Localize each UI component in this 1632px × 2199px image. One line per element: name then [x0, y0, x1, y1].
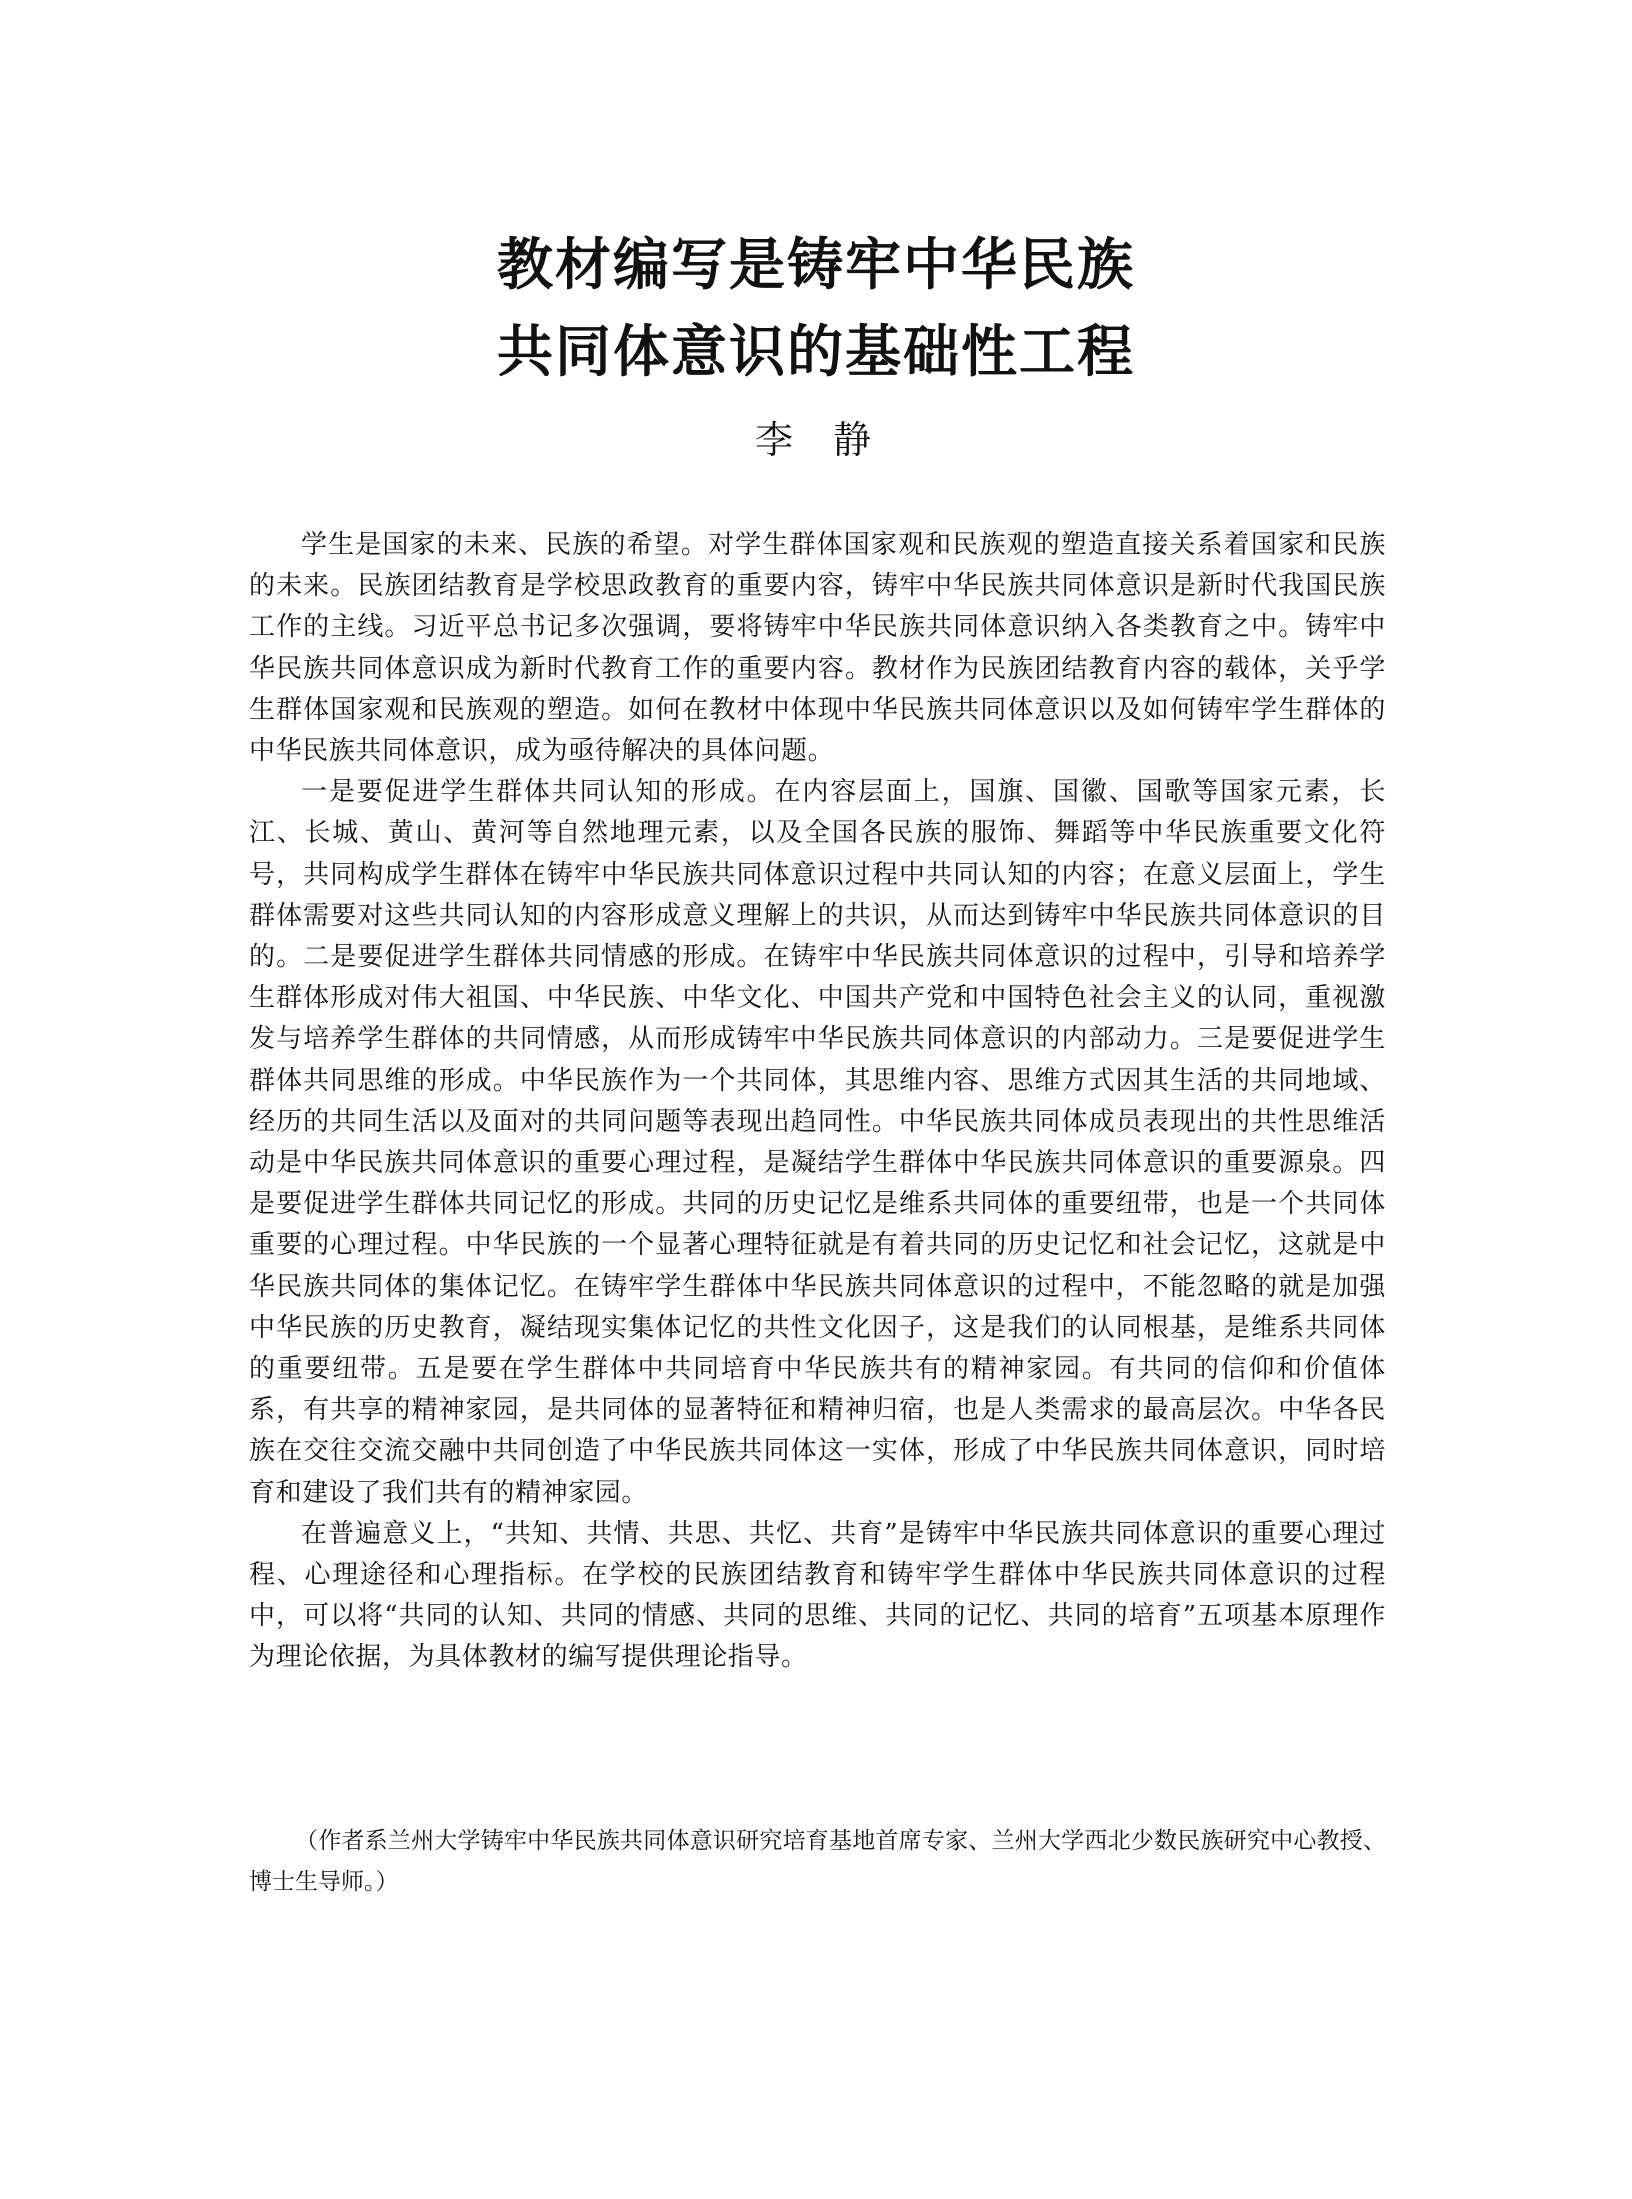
title-line-2: 共同体意识的基础性工程 — [497, 320, 1135, 385]
article-title — [0, 222, 1632, 396]
author-char-2: 静 — [833, 418, 878, 462]
author-char-1: 李 — [754, 418, 799, 462]
author-note: （作者系兰州大学铸牢中华民族共同体意识研究培育基地首席专家、兰州大学西北少数民族研究中心教授、博士生导师。） — [249, 1828, 1386, 1895]
article-body — [249, 525, 1386, 1679]
author-name — [0, 414, 1632, 466]
paragraph-3: 在普遍意义上，“共知、共情、共思、共忆、共育”是铸牢中华民族共同体意识的重要心理过程、心理途径和心理指标。在学校的民族团结教育和铸牢学生群体中华民族共同体意识的过程中，可以将“共同的认知、共同的情感、共同的思维、共同的记忆、共同的培育”五项基本原理作为理论依据，为具体教材的编写提供理论指导。 — [249, 1518, 1386, 1673]
paragraph-1: 学生是国家的未来、民族的希望。对学生群体国家观和民族观的塑造直接关系着国家和民族的未来。民族团结教育是学校思政教育的重要内容，铸牢中华民族共同体意识是新时代我国民族工作的主线。习近平总书记多次强调，要将铸牢中华民族共同体意识纳入各类教育之中。铸牢中华民族共同体意识成为新时代教育工作的重要内容。教材作为民族团结教育内容的载体，关乎学生群体国家观和民族观的塑造。如何在教材中体现中华民族共同体意识以及如何铸牢学生群体的中华民族共同体意识，成为亟待解决的具体问题。 — [249, 530, 1386, 767]
title-line-1: 教材编写是铸牢中华民族 — [497, 233, 1135, 298]
paragraph-2: 一是要促进学生群体共同认知的形成。在内容层面上，国旗、国徽、国歌等国家元素，长江、长城、黄山、黄河等自然地理元素，以及全国各民族的服饰、舞蹈等中华民族重要文化符号，共同构成学生群体在铸牢中华民族共同体意识过程中共同认知的内容；在意义层面上，学生群体需要对这些共同认知的内容形成意义理解上的共识，从而达到铸牢中华民族共同体意识的目的。二是要促进学生群体共同情感的形成。在铸牢中华民族共同体意识的过程中，引导和培养学生群体形成对伟大祖国、中华民族、中华文化、中国共产党和中国特色社会主义的认同，重视激发与培养学生群体的共同情感，从而形成铸牢中华民族共同体意识的内部动力。三是要促进学生群体共同思维的形成。中华民族作为一个共同体，其思维内容、思维方式因其生活的共同地域、经历的共同生活以及面对的共同问题等表现出趋同性。中华民族共同体成员表现出的共性思维活动是中华民族共同体意识的重要心理过程，是凝结学生群体中华民族共同体意识的重要源泉。四是要促进学生群体共同记忆的形成。共同的历史记忆是维系共同体的重要纽带，也是一个共同体重要的心理过程。中华民族的一个显著心理特征就是有着共同的历史记忆和社会记忆，这就是中华民族共同体的集体记忆。在铸牢学生群体中华民族共同体意识的过程中，不能忽略的就是加强中华民族的历史教育，凝结现实集体记忆的共性文化因子，这是我们的认同根基，是维系共同体的重要纽带。五是要在学生群体中共同培育中华民族共有的精神家园。有共同的信仰和价值体系，有共享的精神家园，是共同体的显著特征和精神归宿，也是人类需求的最高层次。中华各民族在交往交流交融中共同创造了中华民族共同体这一实体，形成了中华民族共同体意识，同时培育和建设了我们共有的精神家园。 — [249, 777, 1386, 1508]
